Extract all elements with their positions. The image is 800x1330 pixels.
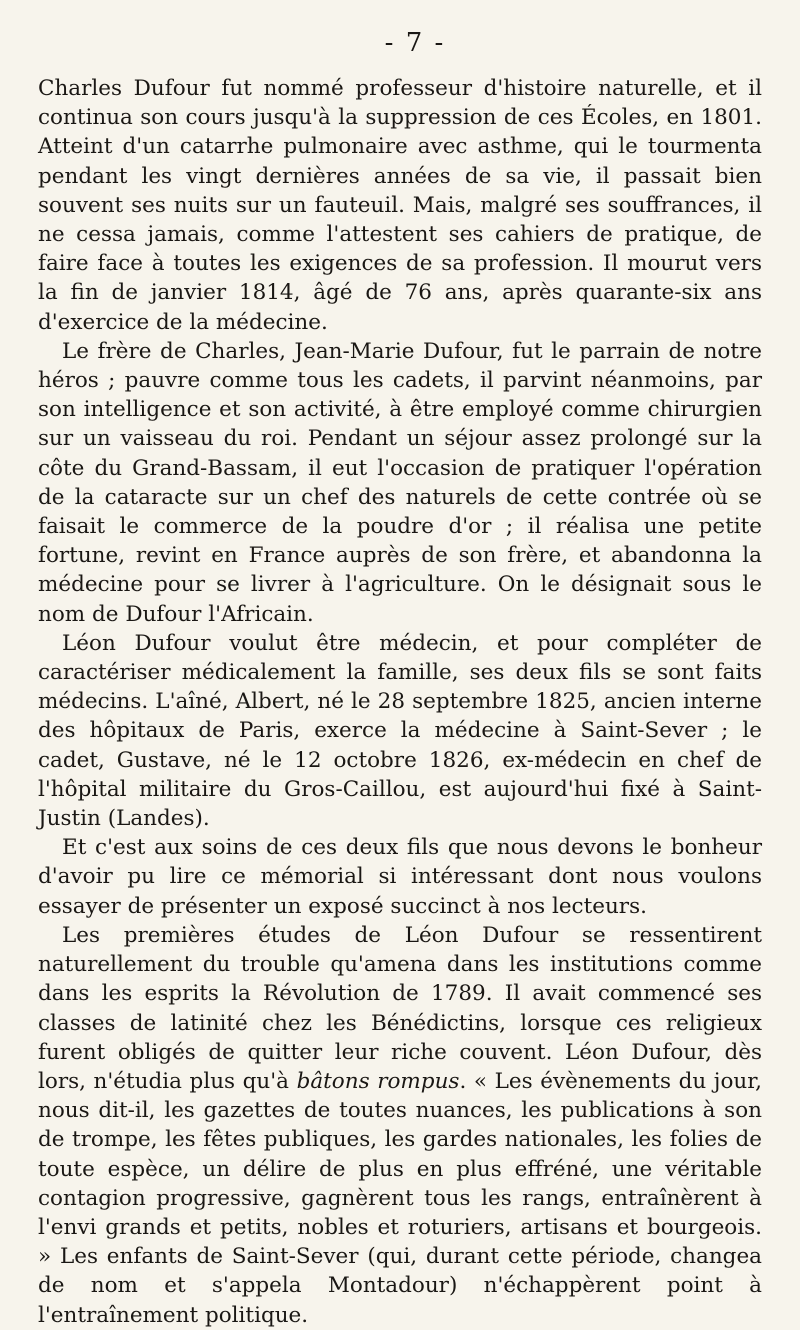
paragraph-5-text-before: Les premières études de Léon Dufour se ressentirent naturellement du trouble qu'amena dans les institutions comme dans les esprits la Révolution de 1789. Il avait commencé ses classes de latinité chez les Bénédictins, lorsque ces religieux furent obligés de quitter leur riche couvent. Léon Dufour, dès lors, n'étudia plus qu'à xyxy=(38,922,762,1094)
paragraph-1: Charles Dufour fut nommé professeur d'histoire naturelle, et il continua son cours jusqu'à la suppression de ces Écoles, en 1801. Atteint d'un catarrhe pulmonaire avec asthme, qui le tourmenta pendant les vingt dernières années de sa vie, il passait bien souvent ses nuits sur un fauteuil. Mais, malgré ses souffrances, il ne cessa jamais, comme l'attestent ses cahiers de pratique, de faire face à toutes les exigences de sa profession. Il mourut vers la fin de janvier 1814, âgé de 76 ans, après quarante-six ans d'exercice de la médecine. xyxy=(38,76,762,335)
paragraph-2: Le frère de Charles, Jean-Marie Dufour, fut le parrain de notre héros ; pauvre comme tous les cadets, il parvint néanmoins, par son intelligence et son activité, à être employé comme chirurgien sur un vaisseau du roi. Pendant un séjour assez prolongé sur la côte du Grand-Bassam, il eut l'occasion de pratiquer l'opération de la cataracte sur un chef des naturels de cette contrée où se faisait le commerce de la poudre d'or ; il réalisa une petite fortune, revint en France auprès de son frère, et abandonna la médecine pour se livrer à l'agriculture. On le désignait sous le nom de Dufour l'Africain. xyxy=(38,338,762,627)
paragraph-5-text-after: . « Les évènements du jour, nous dit-il, les gazettes de toutes nuances, les publications à son de trompe, les fêtes publiques, les gardes nationales, les folies de toute espèce, un délire de plus en plus effréné, une véritable contagion progressive, gagnèrent tous les rangs, entraînèrent à l'envi grands et petits, nobles et roturiers, artisans et bourgeois. » Les enfants de Saint-Sever (qui, durant cette période, changea de nom et s'appela Montadour) n'échappèrent point à l'entraînement politique. xyxy=(38,1068,763,1328)
paragraph-5 xyxy=(38,921,762,1330)
paragraph-3: Léon Dufour voulut être médecin, et pour compléter de caractériser médicalement la famille, ses deux fils se sont faits médecins. L'aîné, Albert, né le 28 septembre 1825, ancien interne des hôpitaux de Paris, exerce la médecine à Saint-Sever ; le cadet, Gustave, né le 12 octobre 1826, ex-médecin en chef de l'hôpital militaire du Gros-Caillou, est aujourd'hui fixé à Saint-Justin (Landes). xyxy=(38,630,762,832)
paragraph-4: Et c'est aux soins de ces deux fils que nous devons le bonheur d'avoir pu lire ce mémorial si intéressant dont nous voulons essayer de présenter un exposé succinct à nos lecteurs. xyxy=(38,835,762,919)
body-text xyxy=(38,74,762,1330)
page-number: - 7 - xyxy=(384,28,446,58)
paragraph-5-italic-phrase: bâtons rompus xyxy=(296,1068,460,1094)
